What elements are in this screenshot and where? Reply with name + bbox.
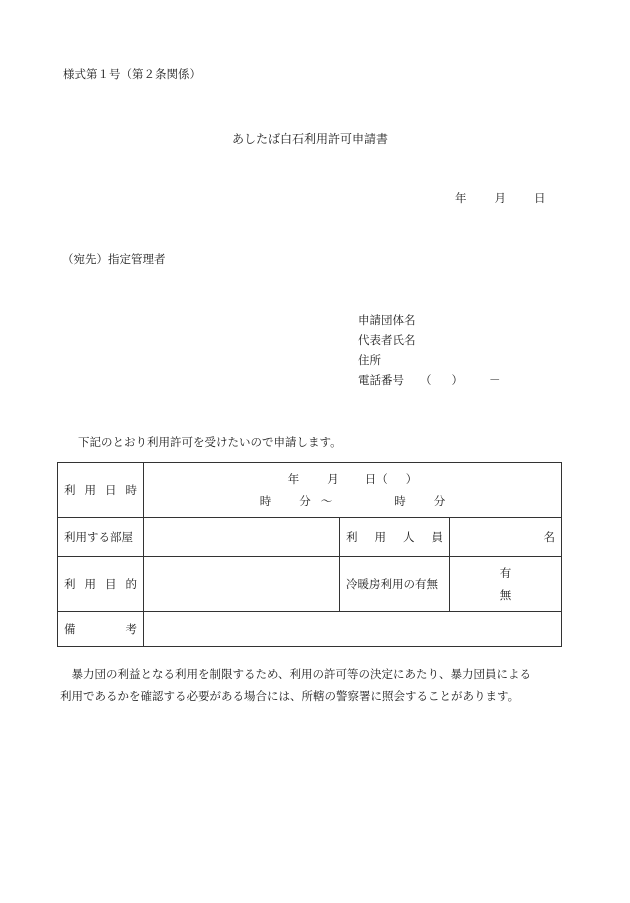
phone-open-paren: （ [420, 373, 432, 387]
aircon-label: 冷暖房利用の有無 [340, 557, 450, 612]
address-label: 住所 [358, 353, 381, 367]
purpose-field[interactable] [144, 557, 340, 612]
people-field[interactable] [450, 518, 562, 557]
date-year: 年 [455, 191, 467, 205]
application-date [455, 190, 546, 206]
room-field[interactable] [144, 518, 340, 557]
group-name-label: 申請団体名 [358, 313, 416, 327]
application-table [57, 462, 562, 647]
notice-line-1: 暴力団の利益となる利用を制限するため、利用の許可等の決定にあたり、暴力団員による [71, 667, 532, 681]
representative-label: 代表者氏名 [358, 333, 416, 347]
aircon-choice[interactable] [450, 557, 562, 612]
document-title: あしたば白石利用許可申請書 [232, 132, 389, 146]
people-label: 利 用 人 員 [340, 518, 450, 557]
notice-text [60, 663, 531, 707]
room-row [58, 518, 562, 557]
phone-dash: － [489, 373, 501, 387]
remarks-field[interactable] [144, 612, 562, 647]
date-day: 日 [534, 191, 546, 205]
phone-row [358, 370, 501, 390]
remarks-row [58, 612, 562, 647]
phone-label: 電話番号 [358, 373, 404, 387]
purpose-row [58, 557, 562, 612]
aircon-yes-option[interactable]: 有 [499, 566, 512, 580]
aircon-no-option[interactable]: 無 [499, 588, 512, 602]
room-label: 利用する部屋 [58, 518, 144, 557]
remarks-label: 備 考 [58, 612, 144, 647]
datetime-label: 利 用 日 時 [58, 463, 144, 518]
phone-close-paren: ） [451, 373, 463, 387]
datetime-date-line: 年 月 日（ ） [287, 472, 418, 486]
date-month: 月 [494, 191, 506, 205]
notice-line-2: 利用であるかを確認する必要がある場合には、所轄の警察署に照会することがあります。 [60, 689, 520, 703]
datetime-row [58, 463, 562, 518]
datetime-field[interactable] [144, 463, 562, 518]
applicant-block [358, 310, 501, 390]
purpose-label: 利 用 目 的 [58, 557, 144, 612]
addressee: （宛先）指定管理者 [62, 252, 166, 266]
intro-text: 下記のとおり利用許可を受けたいので申請します。 [78, 435, 342, 449]
datetime-time-line: 時 分 ～ 時 分 [259, 494, 446, 508]
people-unit: 名 [543, 530, 556, 544]
form-number: 様式第１号（第２条関係） [63, 67, 201, 81]
